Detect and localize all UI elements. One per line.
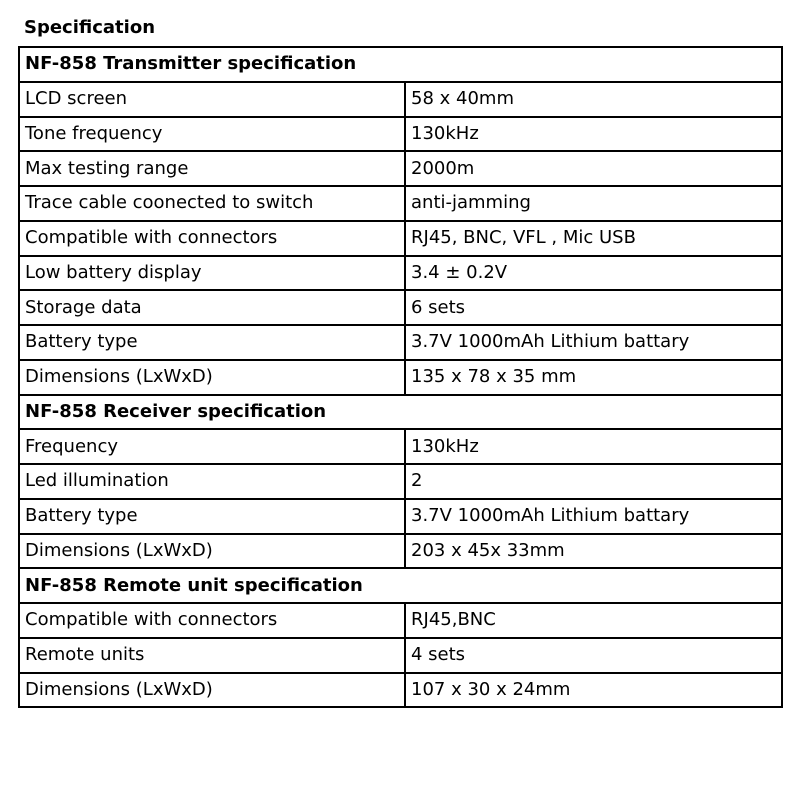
spec-value: 2 [405, 464, 782, 499]
table-row [19, 464, 782, 499]
spec-value: 130kHz [405, 429, 782, 464]
table-row [19, 325, 782, 360]
section-heading: NF-858 Transmitter specification [19, 47, 782, 82]
spec-value: 135 x 78 x 35 mm [405, 360, 782, 395]
table-row [19, 151, 782, 186]
section-heading: NF-858 Remote unit specification [19, 568, 782, 603]
table-row [19, 360, 782, 395]
spec-label: Compatible with connectors [19, 603, 405, 638]
spec-label: Compatible with connectors [19, 221, 405, 256]
spec-label: Dimensions (LxWxD) [19, 673, 405, 708]
table-row [19, 429, 782, 464]
table-row [19, 221, 782, 256]
spec-label: Low battery display [19, 256, 405, 291]
page-title: Specification [24, 17, 156, 38]
spec-table [18, 46, 783, 708]
table-row [19, 673, 782, 708]
spec-label: Dimensions (LxWxD) [19, 360, 405, 395]
section-header-receiver [19, 395, 782, 430]
spec-label: Battery type [19, 499, 405, 534]
spec-label: Dimensions (LxWxD) [19, 534, 405, 569]
section-header-transmitter [19, 47, 782, 82]
spec-value: 3.7V 1000mAh Lithium battary [405, 499, 782, 534]
spec-value: 130kHz [405, 117, 782, 152]
spec-label: Trace cable coonected to switch [19, 186, 405, 221]
spec-value: 203 x 45x 33mm [405, 534, 782, 569]
section-header-remote-unit [19, 568, 782, 603]
spec-label: LCD screen [19, 82, 405, 117]
spec-label: Tone frequency [19, 117, 405, 152]
table-row [19, 117, 782, 152]
spec-label: Storage data [19, 290, 405, 325]
spec-value: 3.7V 1000mAh Lithium battary [405, 325, 782, 360]
spec-value: 58 x 40mm [405, 82, 782, 117]
section-heading: NF-858 Receiver specification [19, 395, 782, 430]
spec-value: 2000m [405, 151, 782, 186]
table-row [19, 638, 782, 673]
table-row [19, 186, 782, 221]
table-row [19, 82, 782, 117]
table-row [19, 603, 782, 638]
spec-label: Max testing range [19, 151, 405, 186]
table-row [19, 290, 782, 325]
spec-value: 6 sets [405, 290, 782, 325]
table-row [19, 256, 782, 291]
spec-label: Led illumination [19, 464, 405, 499]
spec-value: RJ45,BNC [405, 603, 782, 638]
table-row [19, 534, 782, 569]
spec-label: Frequency [19, 429, 405, 464]
spec-value: RJ45, BNC, VFL , Mic USB [405, 221, 782, 256]
spec-value: anti-jamming [405, 186, 782, 221]
table-row [19, 499, 782, 534]
spec-label: Remote units [19, 638, 405, 673]
spec-value: 4 sets [405, 638, 782, 673]
spec-label: Battery type [19, 325, 405, 360]
spec-value: 107 x 30 x 24mm [405, 673, 782, 708]
spec-value: 3.4 ± 0.2V [405, 256, 782, 291]
